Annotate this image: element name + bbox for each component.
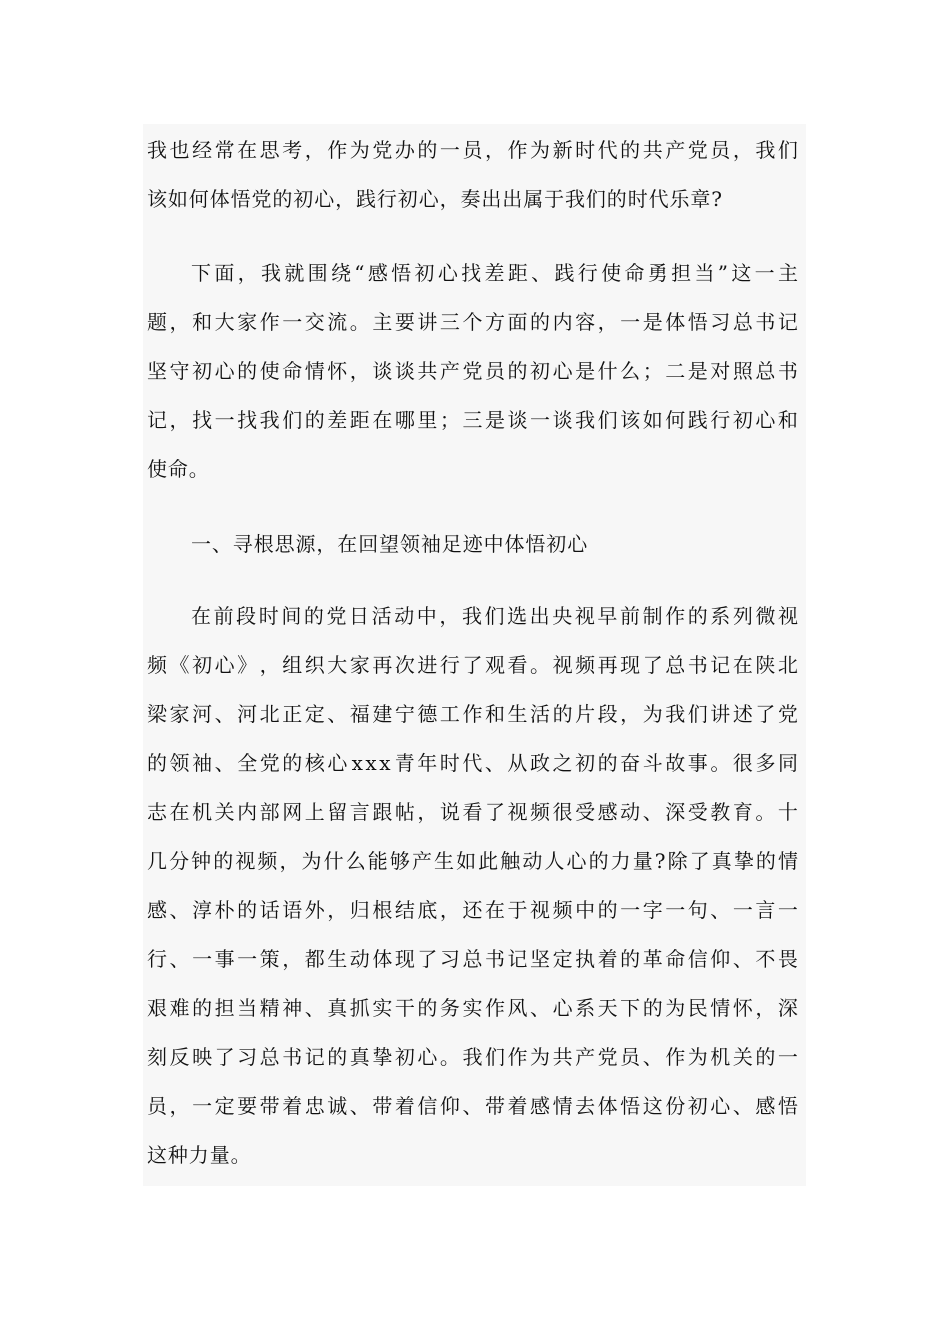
paragraph-line: 的 领 袖 、 全 党 的 核 心 x x x 青 年 时 代 、 从 政 之 初 的 奋 斗 故 事 。 很 多 同 [147, 751, 799, 775]
paragraph-line: 志 在 机 关 内 部 网 上 留 言 跟 帖 ， 说 看 了 视 频 很 受 感 动 、 深 受 教 育 。 十 [147, 800, 799, 824]
paragraph-line: 梁 家 河 、 河 北 正 定 、 福 建 宁 德 工 作 和 生 活 的 片 段 ， 为 我 们 讲 述 了 党 [147, 702, 799, 726]
paragraph-line: 题 ， 和 大 家 作 一 交 流 。 主 要 讲 三 个 方 面 的 内 容 ， 一 是 体 悟 习 总 书 记 [147, 310, 799, 334]
paragraph-line: 在 前 段 时 间 的 党 日 活 动 中 ， 我 们 选 出 央 视 早 前 制 作 的 系 列 微 视 [191, 604, 799, 628]
text-block [143, 124, 806, 1186]
paragraph-line: 频 《 初 心 》 ， 组 织 大 家 再 次 进 行 了 观 看 。 视 频 再 现 了 总 书 记 在 陕 北 [147, 653, 799, 677]
paragraph-line: 感 、 淳 朴 的 话 语 外 ， 归 根 结 底 ， 还 在 于 视 频 中 的 一 字 一 句 、 一 言 一 [147, 898, 799, 922]
paragraph-line: 几 分 钟 的 视 频 ， 为 什 么 能 够 产 生 如 此 触 动 人 心 的 力 量 ? 除 了 真 挚 的 情 [147, 849, 799, 873]
paragraph-line: 使命。 [147, 457, 210, 481]
paragraph-line: 这种力量。 [147, 1143, 252, 1167]
paragraph-line: 艰 难 的 担 当 精 神 、 真 抓 实 干 的 务 实 作 风 、 心 系 天 下 的 为 民 情 怀 ， 深 [147, 996, 799, 1020]
paragraph-line: 下 面 ， 我 就 围 绕 “ 感 悟 初 心 找 差 距 、 践 行 使 命 勇 担 当 ” 这 一 主 [191, 261, 799, 285]
paragraph-line: 刻 反 映 了 习 总 书 记 的 真 挚 初 心 。 我 们 作 为 共 产 党 员 、 作 为 机 关 的 一 [147, 1045, 799, 1069]
paragraph-line: 行 、 一 事 一 策 ， 都 生 动 体 现 了 习 总 书 记 坚 定 执 着 的 革 命 信 仰 、 不 畏 [147, 947, 799, 971]
paragraph-line: 坚 守 初 心 的 使 命 情 怀 ， 谈 谈 共 产 党 员 的 初 心 是 什 么 ； 二 是 对 照 总 书 [147, 359, 799, 383]
section-heading: 一、寻根思源，在回望领袖足迹中体悟初心 [191, 532, 589, 556]
paragraph-line: 员 ， 一 定 要 带 着 忠 诚 、 带 着 信 仰 、 带 着 感 情 去 体 悟 这 份 初 心 、 感 悟 [147, 1094, 799, 1118]
paragraph-line: 该如何体悟党的初心，践行初心，奏出出属于我们的时代乐章? [147, 187, 723, 211]
paragraph-line: 我 也 经 常 在 思 考 ， 作 为 党 办 的 一 员 ， 作 为 新 时 代 的 共 产 党 员 ， 我 们 [147, 138, 799, 162]
paragraph-line: 记 ， 找 一 找 我 们 的 差 距 在 哪 里 ； 三 是 谈 一 谈 我 们 该 如 何 践 行 初 心 和 [147, 408, 799, 432]
